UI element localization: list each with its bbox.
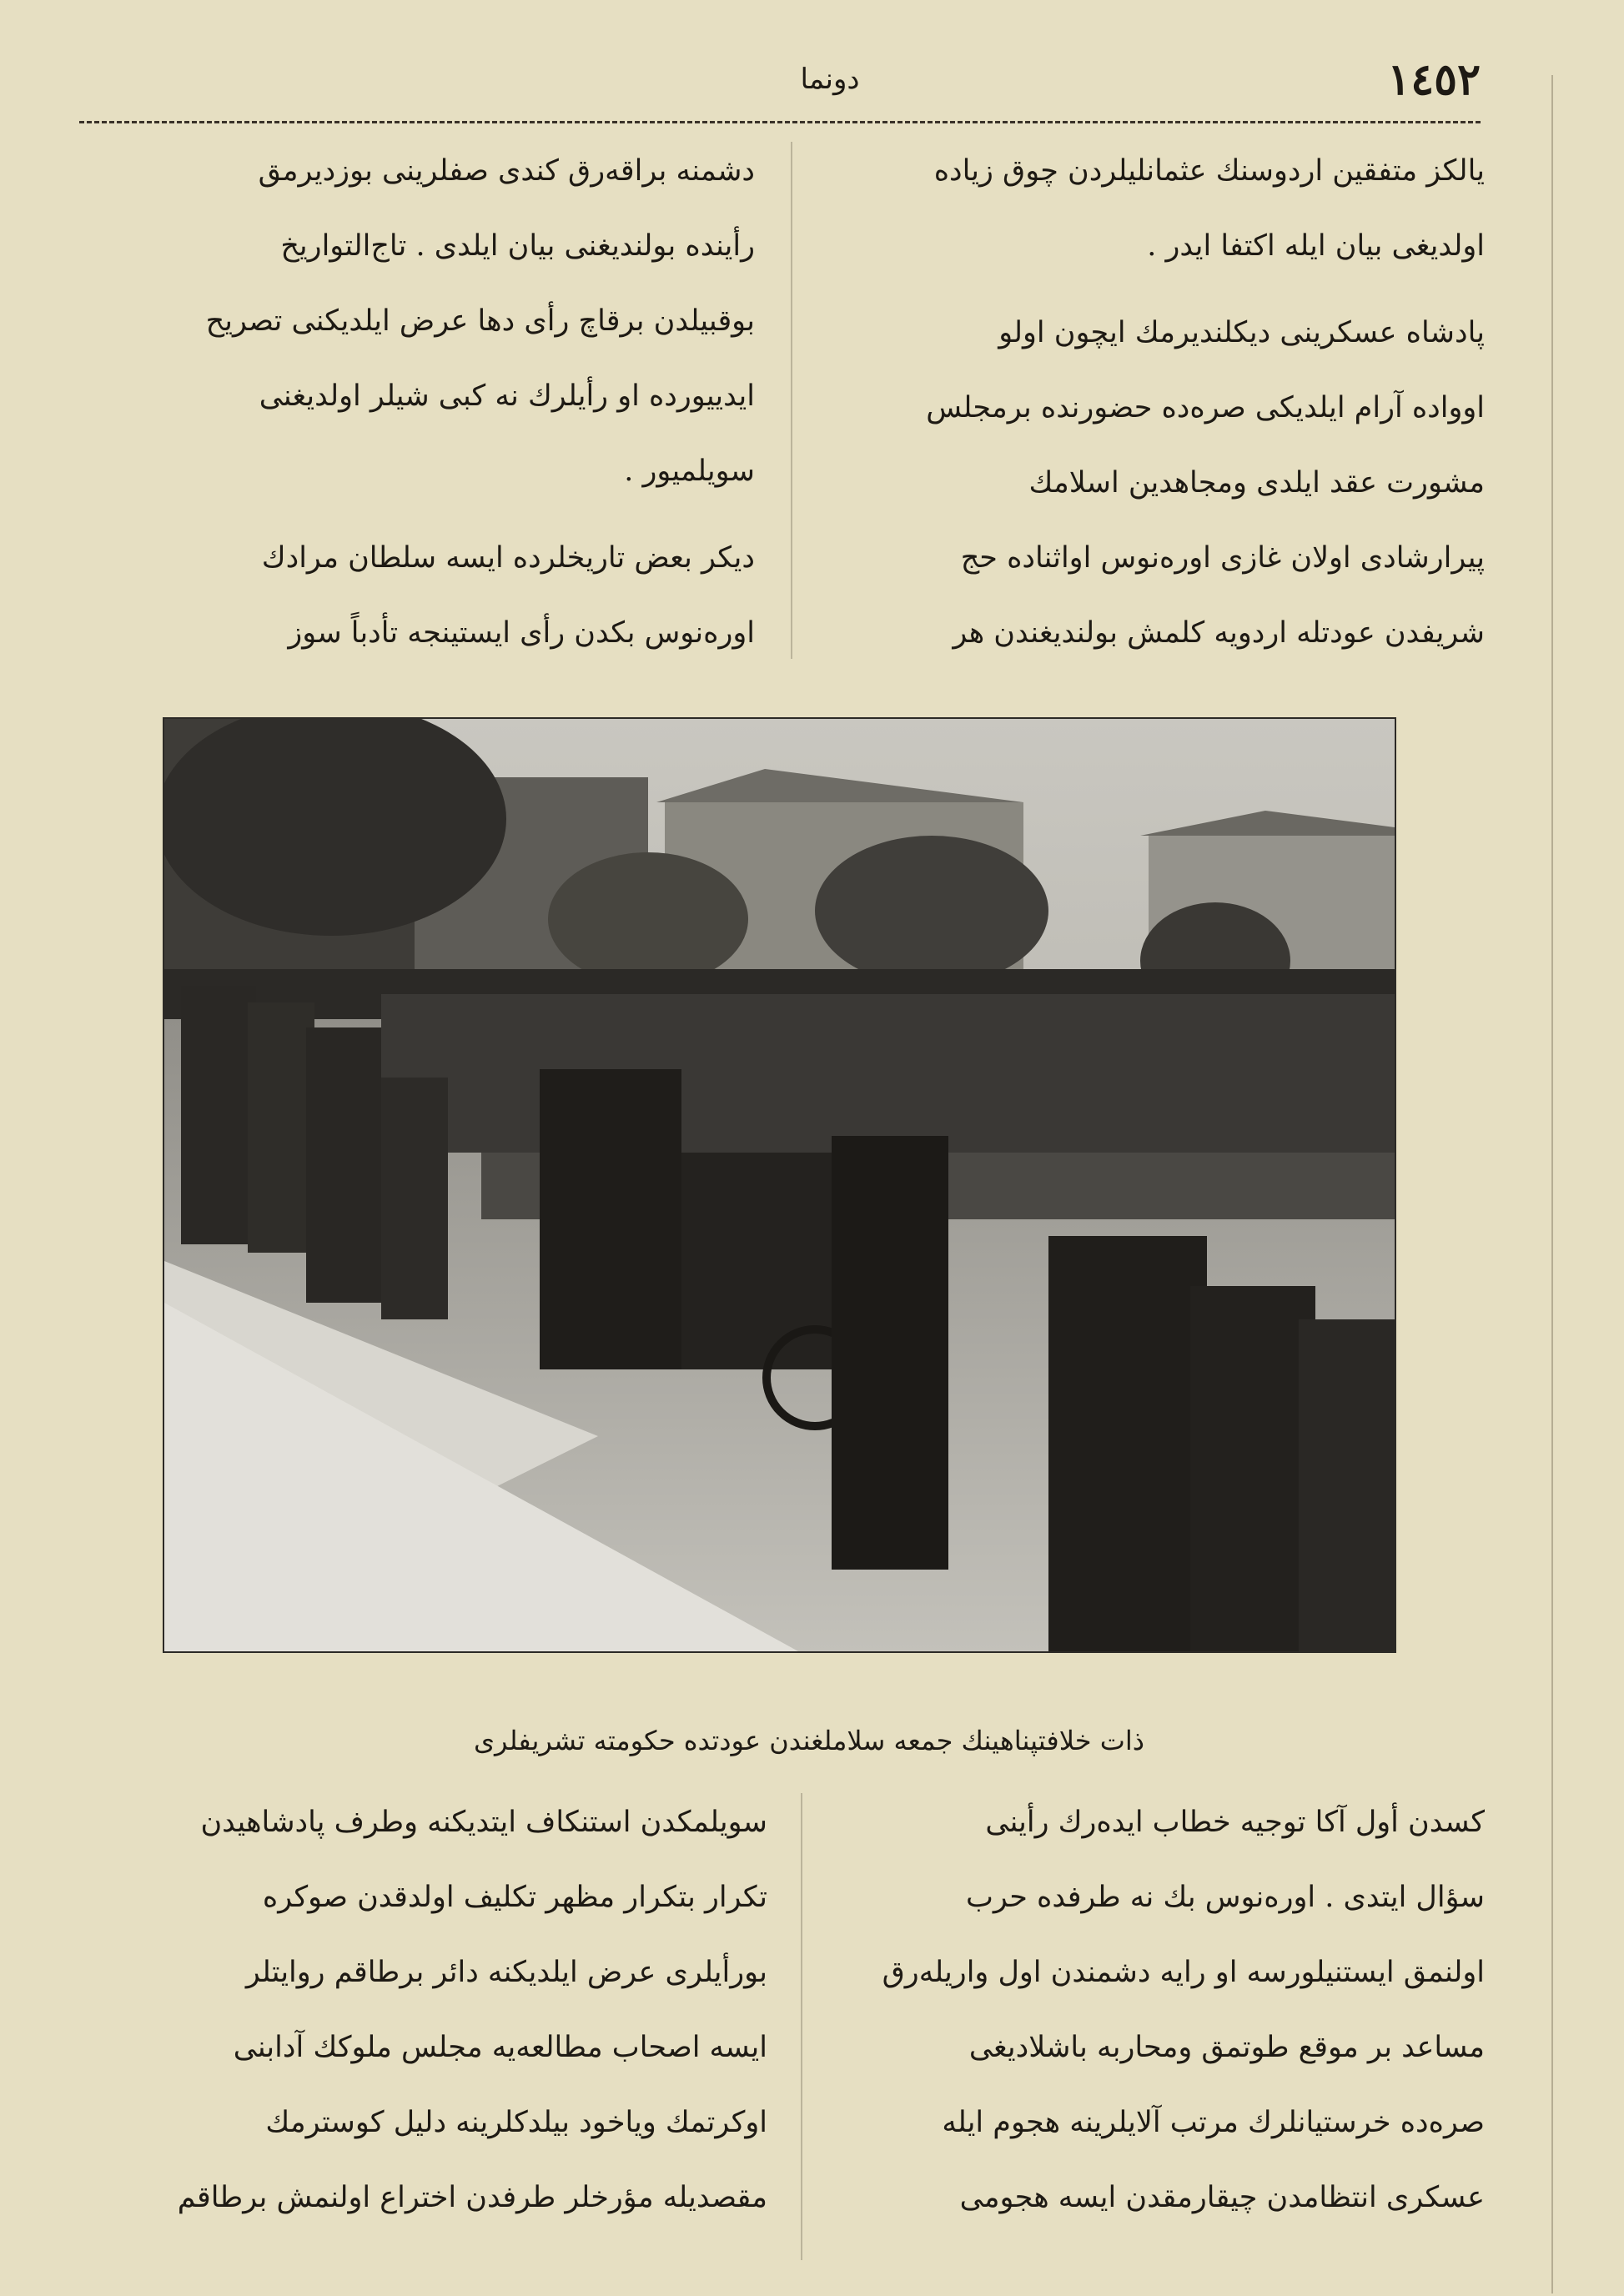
text-line: اوره‌نوس بكدن رأى ايستينجه تأدباً سوز	[288, 616, 755, 650]
photo-caption: ذات خلافتپناهينك جمعه سلاملغندن عودتده حكومته تشريفلرى	[473, 1725, 1145, 1756]
text-line: شريفدن عودتله اردويه كلمش بولنديغندن هر	[953, 616, 1485, 650]
page-header	[79, 46, 1481, 121]
text-line: پيرارشادى اولان غازى اوره‌نوس اواثناده حج	[960, 541, 1485, 575]
text-line: يالكز متفقين اردوسنك عثمانليلردن چوق زياده	[933, 154, 1485, 188]
text-line: ايدييورده او رأيلرك نه كبى شيلر اولديغنى	[259, 379, 755, 413]
text-line: ايسه اصحاب مطالعه‌يه مجلس ملوكك آدابنى	[233, 2031, 767, 2064]
text-line: اوواده آرام ايلديكى صره‌ده حضورنده برمجلس	[926, 391, 1485, 425]
text-line: پادشاه عسكرينى ديكلنديرمك ايچون اولو	[998, 316, 1485, 349]
text-line: اولنمق ايستنيلورسه او رايه دشمندن اول واريله‌رق	[882, 1956, 1485, 1989]
header-rule	[79, 121, 1481, 123]
binding-gutter-line	[1551, 75, 1553, 2293]
text-line: مقصديله مؤرخلر طرفدن اختراع اولنمش برطاقم	[177, 2181, 767, 2214]
text-line: سؤال ايتدى . اوره‌نوس بك نه طرفده حرب	[965, 1881, 1485, 1914]
text-line: عسكرى انتظامدن چيقارمقدن ايسه هجومى	[959, 2181, 1485, 2214]
text-line: اوكرتمك وياخود بيلدكلرينه دليل كوسترمك	[265, 2106, 767, 2139]
text-line: رأينده بولنديغنى بيان ايلدى . تاج‌التواريخ	[280, 229, 755, 263]
text-line: تكرار بتكرار مظهر تكليف اولدقدن صوكره	[262, 1881, 767, 1914]
text-column-bottom-right	[842, 1785, 1485, 2235]
text-line: مساعد بر موقع طوتمق ومحاربه باشلاديغى	[968, 2031, 1485, 2064]
text-line: ديكر بعض تاريخلرده ايسه سلطان مرادك	[261, 541, 755, 575]
text-line: سويلمكدن استنكاف ايتديكنه وطرف پادشاهيدن	[200, 1806, 767, 1839]
column-divider	[801, 1793, 802, 2260]
text-line: سويلميور .	[624, 455, 755, 488]
column-divider	[791, 142, 792, 659]
text-line: اولديغى بيان ايله اكتفا ايدر .	[1147, 229, 1485, 263]
running-title: دونما	[800, 63, 860, 96]
text-line: دشمنه براقه‌رق كندى صفلرينى بوزديرمق	[258, 154, 755, 188]
text-line: صره‌ده خرستيانلرك مرتب آلايلرينه هجوم ايله	[942, 2106, 1485, 2139]
text-column-top-right	[826, 133, 1485, 671]
text-line: بوقبيلدن برقاچ رأى دها عرض ايلديكنى تصريح	[205, 304, 755, 338]
text-column-top-left	[88, 133, 755, 671]
text-line: بورأيلرى عرض ايلديكنه دائر برطاقم روايتلر	[245, 1956, 767, 1989]
text-column-bottom-left	[100, 1785, 767, 2235]
text-line: مشورت عقد ايلدى ومجاهدين اسلامك	[1028, 466, 1485, 500]
page-number: ١٤٥٢	[1387, 54, 1481, 105]
ceremony-photograph	[163, 717, 1396, 1653]
text-line: كسدن أول آكا توجيه خطاب ايده‌رك رأينى	[985, 1806, 1485, 1839]
